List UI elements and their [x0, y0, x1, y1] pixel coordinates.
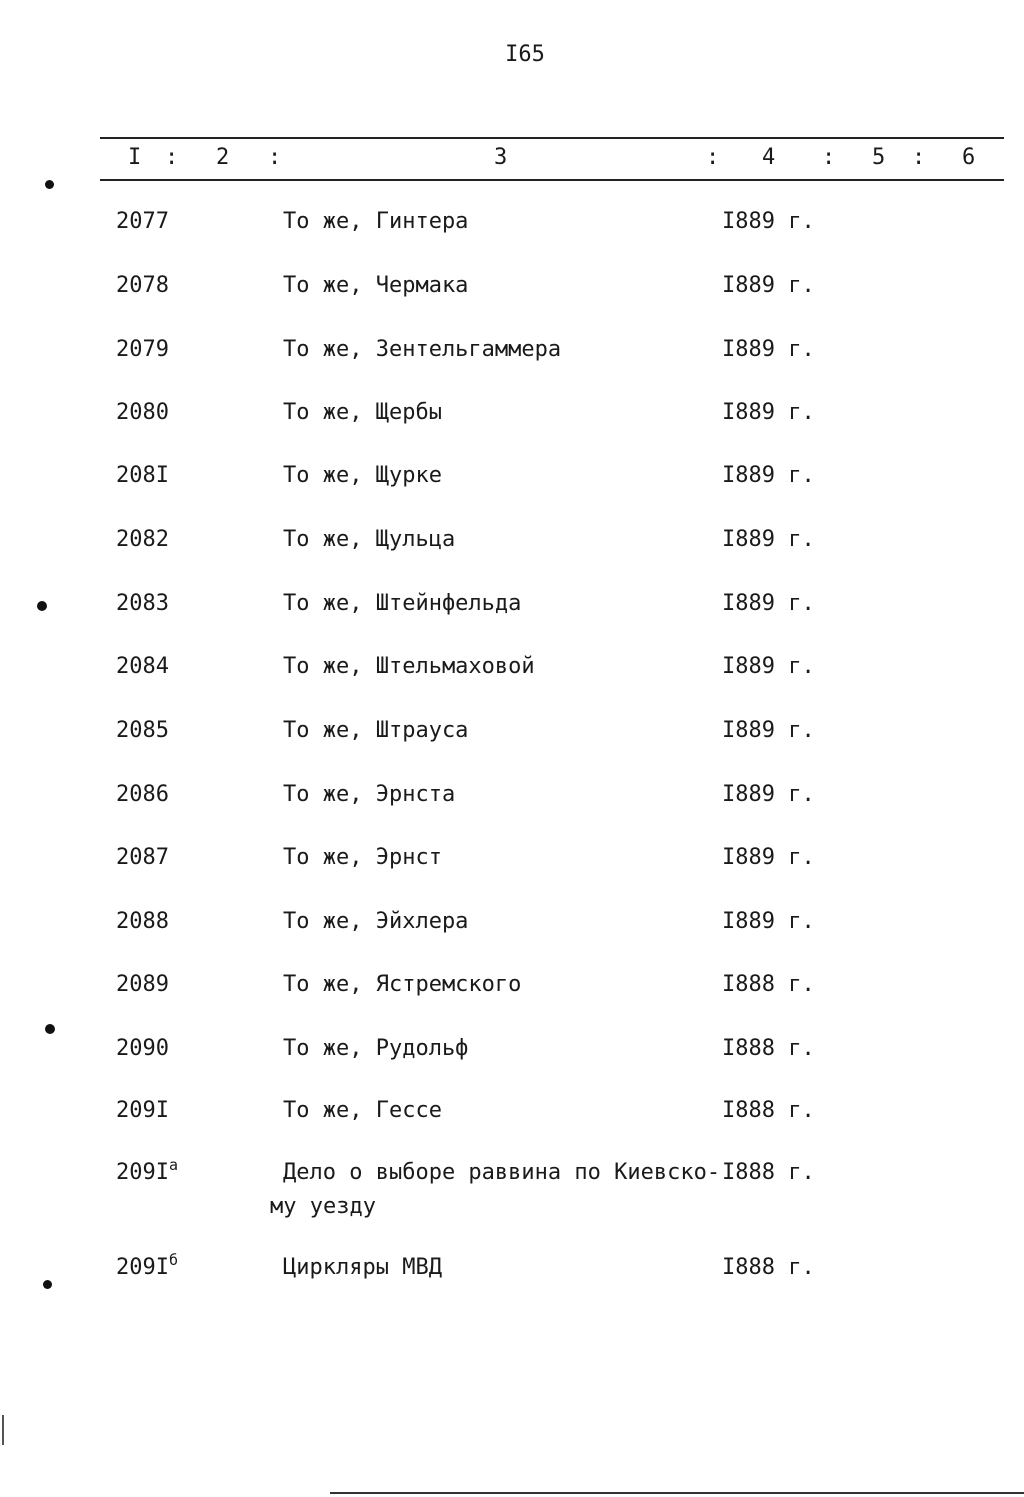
- header-rule-top: [100, 137, 1004, 139]
- col-separator: :: [822, 145, 836, 170]
- file-title: То же, Ястремского: [283, 972, 522, 997]
- punch-hole-mark: [43, 1280, 52, 1289]
- file-date: I889 г.: [722, 273, 815, 298]
- table-row: [0, 909, 1024, 949]
- file-title: То же, Зентельгаммера: [283, 337, 562, 362]
- file-title: То же, Чермака: [283, 273, 469, 298]
- file-title: То же, Щульца: [283, 527, 456, 552]
- file-number: 2090: [116, 1036, 169, 1061]
- file-number: 208I: [116, 463, 169, 488]
- file-date: I888 г.: [722, 1098, 815, 1123]
- table-row: [0, 718, 1024, 758]
- header-rule-bottom: [100, 179, 1004, 181]
- file-number: 2088: [116, 909, 169, 934]
- file-title-continuation: му уезду: [270, 1194, 376, 1219]
- file-title: Дело о выборе раввина по Киевско-: [283, 1160, 721, 1185]
- file-date: I888 г.: [722, 1160, 815, 1185]
- table-row: [0, 400, 1024, 440]
- bottom-edge-line: [330, 1492, 1024, 1494]
- table-row: [0, 273, 1024, 313]
- table-row: [0, 1098, 1024, 1138]
- file-title: То же, Щербы: [283, 400, 442, 425]
- file-date: I889 г.: [722, 209, 815, 234]
- punch-hole-mark: [45, 180, 54, 189]
- file-title: Циркляры МВД: [283, 1255, 442, 1280]
- file-title: То же, Рудольф: [283, 1036, 469, 1061]
- file-number: 2085: [116, 718, 169, 743]
- table-row: [0, 654, 1024, 694]
- punch-hole-mark: [45, 1024, 55, 1034]
- file-date: I888 г.: [722, 1036, 815, 1061]
- file-date: I888 г.: [722, 972, 815, 997]
- table-row: [0, 845, 1024, 885]
- file-date: I889 г.: [722, 337, 815, 362]
- table-row: [0, 1251, 1024, 1295]
- table-row: [0, 782, 1024, 822]
- file-date: I889 г.: [722, 591, 815, 616]
- file-number-suffix: б: [168, 1251, 179, 1269]
- file-number: 2077: [116, 209, 169, 234]
- file-title: То же, Штрауса: [283, 718, 469, 743]
- file-date: I889 г.: [722, 782, 815, 807]
- file-number: $209I^а$: [116, 1156, 179, 1185]
- file-title: То же, Эйхлера: [283, 909, 469, 934]
- file-number: 2078: [116, 273, 169, 298]
- table-row: [0, 972, 1024, 1012]
- file-number: 2087: [116, 845, 169, 870]
- col-separator: :: [268, 145, 282, 170]
- table-row: [0, 527, 1024, 567]
- col-header-5: 5: [872, 145, 886, 170]
- file-number: 2083: [116, 591, 169, 616]
- file-date: I889 г.: [722, 845, 815, 870]
- file-title: То же, Эрнста: [283, 782, 456, 807]
- table-row: [0, 337, 1024, 377]
- file-number: 2080: [116, 400, 169, 425]
- file-number-suffix: а: [168, 1156, 179, 1174]
- col-separator: :: [912, 145, 926, 170]
- col-header-6: 6: [962, 145, 976, 170]
- file-date: I889 г.: [722, 527, 815, 552]
- file-date: I889 г.: [722, 400, 815, 425]
- file-date: I889 г.: [722, 718, 815, 743]
- table-row: [0, 209, 1024, 249]
- col-header-1: I: [128, 145, 142, 170]
- file-number: 2086: [116, 782, 169, 807]
- file-number: 2082: [116, 527, 169, 552]
- col-header-2: 2: [216, 145, 230, 170]
- col-header-3: 3: [494, 145, 508, 170]
- table-row: [0, 1156, 1024, 1232]
- file-date: I889 г.: [722, 909, 815, 934]
- file-title: То же, Щурке: [283, 463, 442, 488]
- page-number: I65: [505, 42, 545, 67]
- file-number: 2089: [116, 972, 169, 997]
- col-header-4: 4: [762, 145, 776, 170]
- file-date: I888 г.: [722, 1255, 815, 1280]
- file-title: То же, Штейнфельда: [283, 591, 522, 616]
- file-date: I889 г.: [722, 654, 815, 679]
- file-number: 2079: [116, 337, 169, 362]
- file-number: $209I^б$: [116, 1251, 179, 1280]
- col-separator: :: [706, 145, 720, 170]
- file-title: То же, Эрнст: [283, 845, 442, 870]
- col-separator: :: [165, 145, 179, 170]
- file-title: То же, Гессе: [283, 1098, 442, 1123]
- punch-hole-mark: [37, 601, 47, 611]
- file-title: То же, Гинтера: [283, 209, 469, 234]
- file-date: I889 г.: [722, 463, 815, 488]
- table-row: [0, 1036, 1024, 1076]
- file-number: 2084: [116, 654, 169, 679]
- file-title: То же, Штельмаховой: [283, 654, 535, 679]
- table-row: [0, 591, 1024, 631]
- table-row: [0, 463, 1024, 503]
- file-number: 209I: [116, 1098, 169, 1123]
- edge-mark: [2, 1415, 4, 1445]
